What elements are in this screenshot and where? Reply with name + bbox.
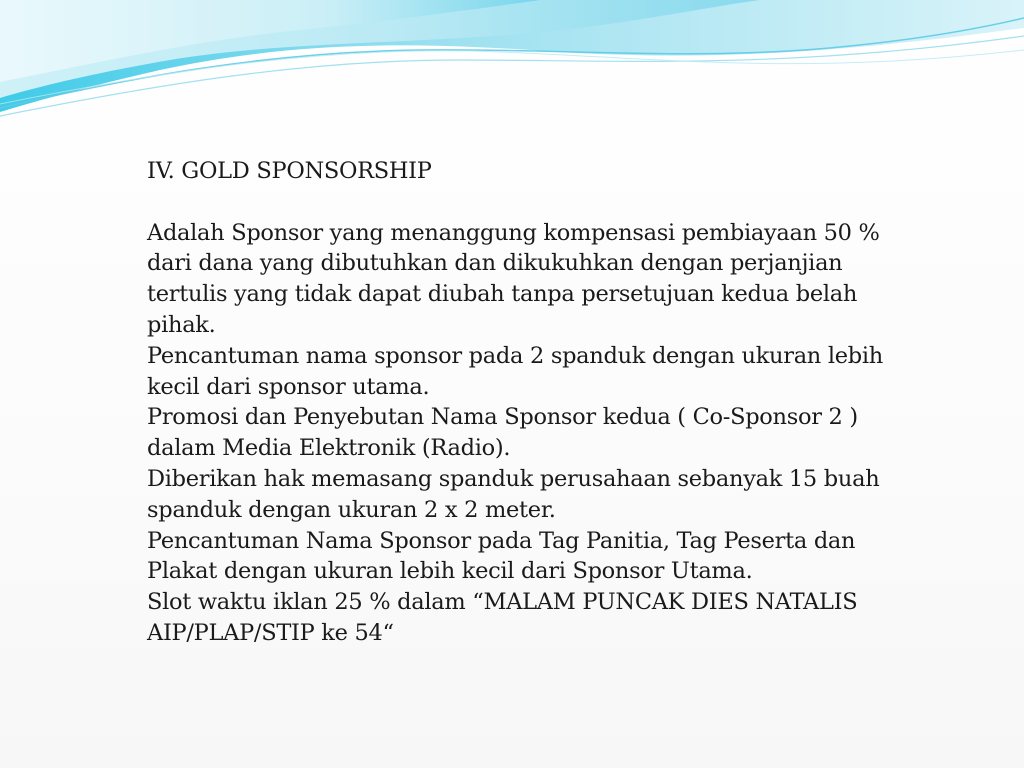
content-paragraph: Adalah Sponsor yang menanggung kompensasi pembiayaan 50 % dari dana yang dibutuhkan dan dikukuhkan dengan perjanjian tertulis yang tidak dapat diubah tanpa persetujuan kedua belah pihak.: [147, 219, 880, 338]
slide-heading: IV. GOLD SPONSORSHIP: [147, 158, 432, 184]
slide-content: [147, 156, 887, 649]
content-paragraph: Pencantuman Nama Sponsor pada Tag Panitia, Tag Peserta dan Plakat dengan ukuran lebih kecil dari Sponsor Utama.: [147, 527, 856, 585]
content-paragraph: Slot waktu iklan 25 % dalam “MALAM PUNCAK DIES NATALIS AIP/PLAP/STIP ke 54“: [147, 589, 858, 646]
content-paragraph: Promosi dan Penyebutan Nama Sponsor kedua ( Co-Sponsor 2 ) dalam Media Elektronik (Radio).: [147, 404, 858, 462]
content-paragraph: Pencantuman nama sponsor pada 2 spanduk dengan ukuran lebih kecil dari sponsor utama.: [147, 342, 883, 400]
decorative-wave-header: [0, 0, 1024, 130]
content-paragraph: Diberikan hak memasang spanduk perusahaan sebanyak 15 buah spanduk dengan ukuran 2 x 2 meter.: [147, 465, 880, 523]
